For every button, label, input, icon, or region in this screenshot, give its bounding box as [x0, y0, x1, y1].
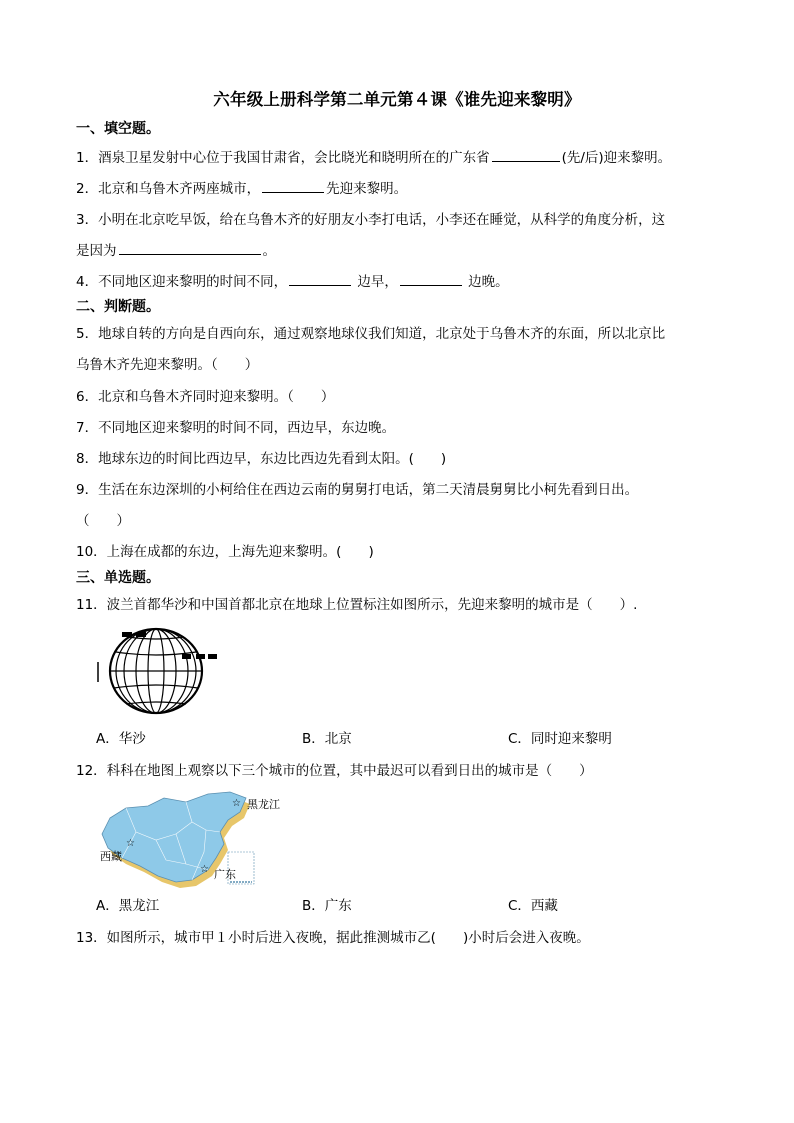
- question-8: 8．地球东边的时间比西边早，东边比西边先看到太阳。( ): [76, 451, 447, 467]
- section-heading-true-false: 二、判断题。: [76, 299, 160, 315]
- question-6: 6．北京和乌鲁木齐同时迎来黎明。（ ）: [76, 389, 335, 405]
- question-12-stem: 12．科科在地图上观察以下三个城市的位置，其中最迟可以看到日出的城市是（ ）: [76, 763, 593, 779]
- question-10: 10．上海在成都的东边，上海先迎来黎明。( ): [76, 544, 374, 560]
- question-9-line-2: （ ）: [76, 513, 130, 529]
- globe-figure: [92, 624, 232, 716]
- map-label-heilongjiang: 黑龙江: [247, 798, 280, 811]
- question-3-text: 是因为: [76, 243, 117, 259]
- answer-blank[interactable]: [262, 180, 324, 193]
- city-label-marker: [136, 632, 146, 637]
- star-icon: ☆: [126, 838, 135, 849]
- question-1-text: 1．酒泉卫星发射中心位于我国甘肃省，会比晓光和晓明所在的广东省: [76, 150, 490, 166]
- section-heading-single-choice: 三、单选题。: [76, 570, 160, 586]
- choice-b[interactable]: B．北京: [302, 731, 352, 747]
- star-icon: ☆: [232, 798, 241, 809]
- choice-a[interactable]: A．黑龙江: [96, 898, 160, 914]
- question-9-line-1: 9．生活在东边深圳的小柯给住在西边云南的舅舅打电话，第二天清晨舅舅比小柯先看到日出。: [76, 482, 639, 498]
- answer-blank[interactable]: [289, 273, 351, 286]
- question-5-line-1: 5．地球自转的方向是自西向东，通过观察地球仪我们知道，北京处于乌鲁木齐的东面，所以北京比: [76, 326, 666, 342]
- question-4-text: 4．不同地区迎来黎明的时间不同，: [76, 274, 288, 290]
- map-label-xizang: 西藏: [100, 850, 122, 863]
- city-label-marker: [122, 632, 132, 637]
- question-2: [76, 177, 407, 197]
- question-3-suffix: 。: [262, 243, 276, 259]
- section-heading-fill-in: 一、填空题。: [76, 121, 160, 137]
- city-label-marker: [208, 654, 217, 659]
- page-title: 六年级上册科学第二单元第４课《谁先迎来黎明》: [213, 90, 581, 109]
- question-2-suffix: 先迎来黎明。: [326, 181, 408, 197]
- question-7: 7．不同地区迎来黎明的时间不同，西边早，东边晚。: [76, 420, 396, 436]
- answer-blank[interactable]: [492, 149, 560, 162]
- question-11-stem: 11．波兰首都华沙和中国首都北京在地球上位置标注如图所示，先迎来黎明的城市是（ ）.: [76, 597, 638, 613]
- city-label-marker: [182, 654, 191, 659]
- question-1-suffix: (先/后)迎来黎明。: [561, 150, 672, 166]
- question-4-mid: 边早，: [353, 274, 398, 290]
- answer-blank[interactable]: [119, 242, 261, 255]
- choice-b[interactable]: B．广东: [302, 898, 352, 914]
- question-3-line-2: [76, 239, 276, 259]
- choice-c[interactable]: C．西藏: [508, 898, 558, 914]
- question-4: [76, 270, 509, 290]
- question-1: [76, 146, 671, 166]
- question-2-text: 2．北京和乌鲁木齐两座城市，: [76, 181, 261, 197]
- choice-a[interactable]: A．华沙: [96, 731, 146, 747]
- map-label-guangdong: 广东: [214, 868, 236, 881]
- city-label-marker: [196, 654, 205, 659]
- question-4-suffix: 边晚。: [463, 274, 509, 290]
- choice-c[interactable]: C．同时迎来黎明: [508, 731, 612, 747]
- question-3-line-1: 3．小明在北京吃早饭，给在乌鲁木齐的好朋友小李打电话，小李还在睡觉，从科学的角度分析，这: [76, 212, 666, 228]
- china-map-figure: [96, 790, 266, 890]
- question-5-line-2: 乌鲁木齐先迎来黎明。（ ）: [76, 357, 259, 373]
- answer-blank[interactable]: [400, 273, 462, 286]
- star-icon: ☆: [200, 864, 209, 875]
- question-13: 13．如图所示，城市甲１小时后进入夜晚，据此推测城市乙( )小时后会进入夜晚。: [76, 930, 590, 946]
